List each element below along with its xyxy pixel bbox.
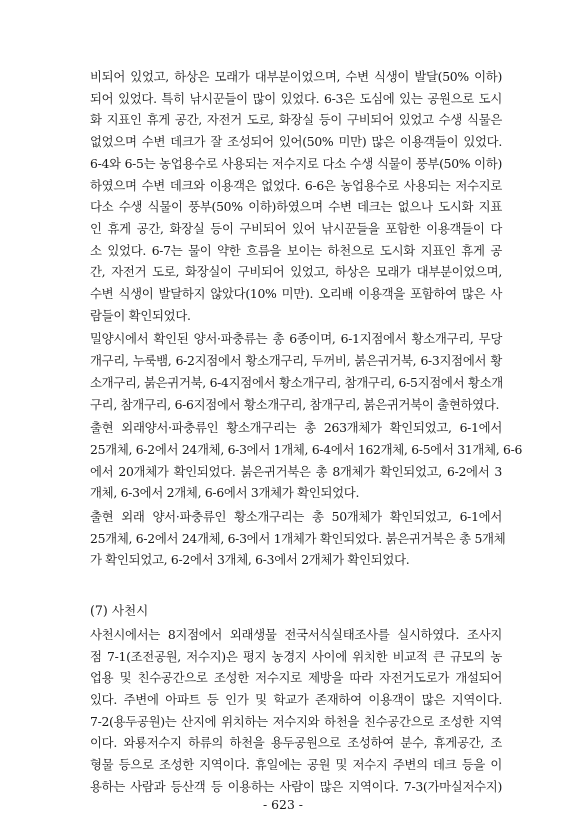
survey-section-miryang xyxy=(90,66,523,571)
text-line: 소 있었다. 6-7는 물이 약한 흐름을 보이는 하천으로 도시화 지표인 휴게 공 xyxy=(90,242,502,258)
paragraph xyxy=(90,624,502,798)
text-line: 비되어 있었고, 하상은 모래가 대부분이었으며, 수변 식생이 발달(50% 이하) xyxy=(90,69,502,84)
text-line: 출현 외래 양서·파충류인 황소개구리는 총 50개체가 확인되었고, 6-1에서 xyxy=(90,509,502,525)
text-line: 사천시에서는 8지점에서 외래생물 전국서식실태조사를 실시하였다. 조사지 xyxy=(90,626,502,642)
section-heading: (7) 사천시 xyxy=(90,603,149,619)
text-line: 6-4와 6-5는 농업용수로 사용되는 저수지로 다소 수생 식물이 풍부(50% 이하) xyxy=(90,155,502,171)
text-line: 있다. 주변에 아파트 등 인가 및 학교가 존재하여 이용객이 많은 지역이다. xyxy=(90,691,502,707)
text-line: 가 확인되었고, 6-2에서 3개체, 6-3에서 2개체가 확인되었다. xyxy=(90,552,410,568)
text-line: 하였으며 수변 데크와 이용객은 없었다. 6-6은 농업용수로 사용되는 저수지로 xyxy=(90,177,502,193)
survey-section-sacheon xyxy=(90,624,502,798)
paragraph xyxy=(90,328,502,415)
text-line: 이다. 와룡저수지 하류의 하천을 용두공원으로 조성하여 분수, 휴게공간, 조 xyxy=(90,735,502,751)
text-line: 다소 수생 식물이 풍부(50% 이하)하였으며 수변 데크는 없으나 도시화 지표 xyxy=(90,199,502,215)
text-line: 개체, 6-3에서 2개체, 6-6에서 3개체가 확인되었다. xyxy=(90,485,360,501)
text-line: 에서 20개체가 확인되었다. 붉은귀거북은 총 8개체가 확인되었고, 6-2에서 3 xyxy=(90,463,502,479)
text-line: 간, 자전거 도로, 화장실이 구비되어 있었고, 하상은 모래가 대부분이었으며, xyxy=(90,264,502,280)
document-body xyxy=(90,66,523,798)
paragraph xyxy=(90,66,502,326)
text-line: 없었으며 수변 데크가 잘 조성되어 있어(50% 미만) 많은 이용객들이 있었다. xyxy=(90,134,502,150)
text-line: 출현 외래양서·파충류인 황소개구리는 총 263개체가 확인되었고, 6-1에서 xyxy=(90,420,502,436)
paragraph xyxy=(90,506,506,571)
text-line: 수변 식생이 발달하지 않았다(10% 미만). 오리배 이용객을 포함하여 많은 사 xyxy=(90,286,502,302)
page-number: - 623 - xyxy=(263,797,303,812)
text-line: 형물 등으로 조성한 지역이다. 휴일에는 공원 및 저수지 주변의 데크 등을 이 xyxy=(90,757,502,773)
text-line: 용하는 사람과 등산객 등 이용하는 사람이 많은 지역이다. 7-3(가마실저수지) xyxy=(90,778,502,794)
text-line: 7-2(용두공원)는 산지에 위치하는 저수지와 하천을 친수공간으로 조성한 지역 xyxy=(90,713,502,729)
text-line: 구리, 참개구리, 6-6지점에서 황소개구리, 참개구리, 붉은귀거북이 출현하였다. xyxy=(90,396,500,412)
paragraph xyxy=(90,417,523,504)
text-line: 개구리, 누룩뱀, 6-2지점에서 황소개구리, 두꺼비, 붉은귀거북, 6-3지점에서 황 xyxy=(90,353,502,369)
text-line: 인 휴게 공간, 화장실 등이 구비되어 있어 낚시꾼들을 포함한 이용객들이 다 xyxy=(90,220,502,236)
text-line: 화 지표인 휴게 공간, 자전거 도로, 화장실 등이 구비되어 있었고 수생 식물은 xyxy=(90,112,502,128)
text-line: 업용 및 친수공간으로 조성한 저수지로 제방을 따라 자전거도로가 개설되어 xyxy=(90,670,502,686)
text-line: 람들이 확인되었다. xyxy=(90,307,191,323)
text-line: 밀양시에서 확인된 양서·파충류는 총 6종이며, 6-1지점에서 황소개구리, 무당 xyxy=(90,331,502,347)
text-line: 소개구리, 붉은귀거북, 6-4지점에서 황소개구리, 참개구리, 6-5지점에서 황소개 xyxy=(90,374,503,390)
text-line: 25개체, 6-2에서 24개체, 6-3에서 1개체가 확인되었다. 붉은귀거북은 총 5개체 xyxy=(90,530,506,546)
text-line: 25개체, 6-2에서 24개체, 6-3에서 1개체, 6-4에서 162개체, 6-5에서 31개체, 6-6 xyxy=(90,441,523,457)
text-line: 점 7-1(조전공원, 저수지)은 평지 농경지 사이에 위치한 비교적 큰 규모의 농 xyxy=(90,648,502,664)
text-line: 되어 있었다. 특히 낚시꾼들이 많이 있었다. 6-3은 도심에 있는 공원으로 도시 xyxy=(90,90,502,106)
